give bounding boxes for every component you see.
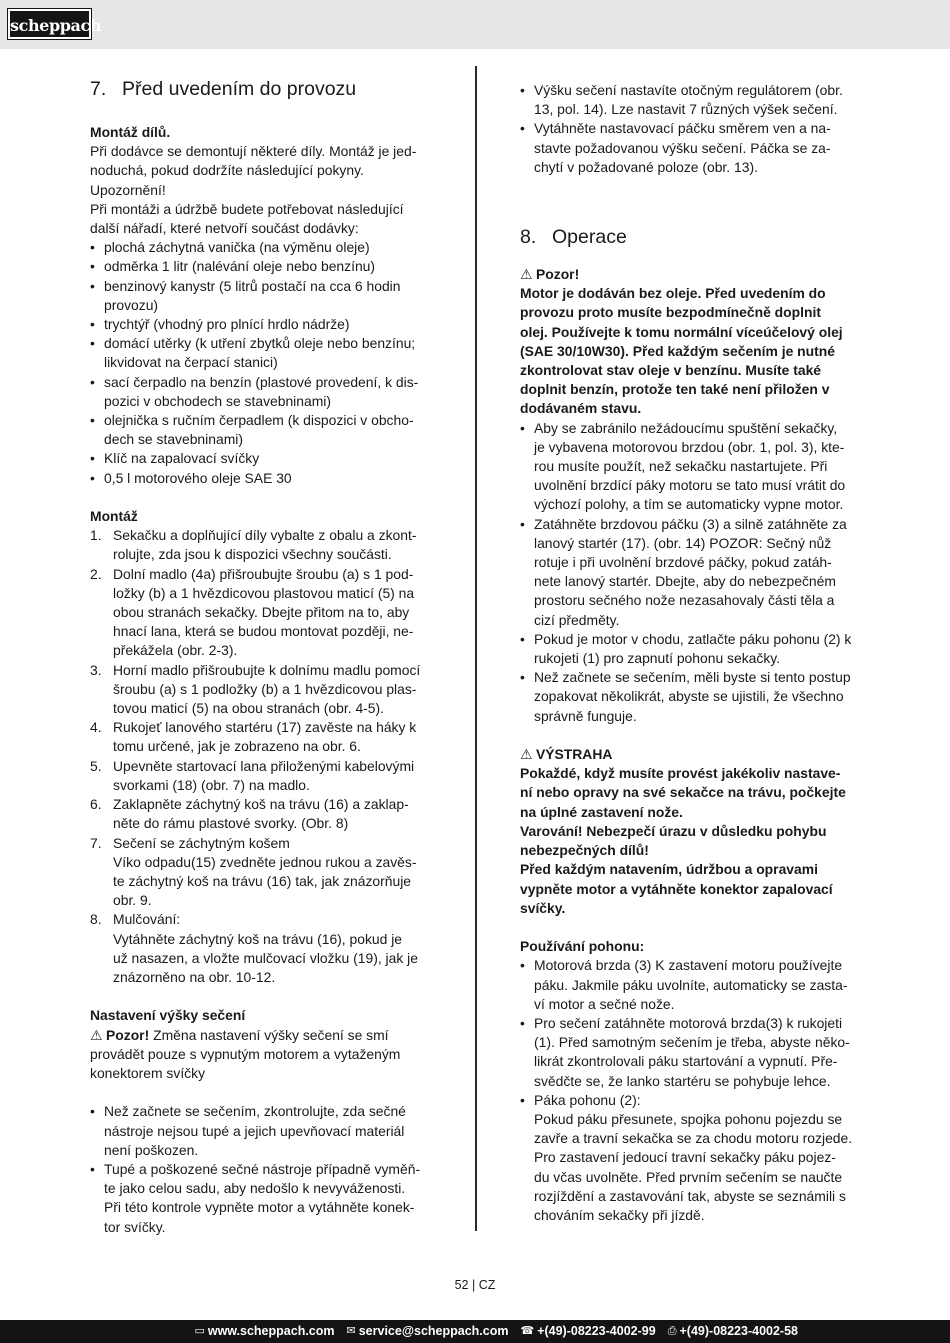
footer-email[interactable]: ✉ service@scheppach.com (347, 1320, 509, 1343)
text-line: Varování! Nebezpečí úrazu v důsledku pohybu (520, 822, 827, 839)
text-line: další nářadí, které netvoří součást dodávky: (90, 220, 359, 237)
text-line: Víko odpadu(15) zvedněte jednou rukou a zavěs- (113, 853, 417, 870)
text-line: likrát zkontrolovali páku startování a vypnutí. Pře- (534, 1053, 838, 1070)
list-item (520, 81, 860, 119)
phone-icon: ☎ (520, 1325, 535, 1337)
drive-bullets (520, 956, 860, 1225)
text-line: už nasazen, a vložte mulčovací vložku (19), jak je (113, 949, 418, 966)
text-line: • olejnička s ručním čerpadlem (k dispozici v obcho- (104, 412, 414, 429)
list-item (520, 1091, 860, 1225)
text-line: • Než začnete se sečením, měli byste si tento postup (534, 669, 851, 686)
text-line: • odměrka 1 litr (nalévání oleje nebo benzínu) (104, 258, 376, 275)
text-line: tomu určené, jak je zobrazeno na obr. 6. (113, 738, 361, 755)
text-line: • Pro sečení zatáhněte motorová brzda(3) k rukojeti (534, 1014, 843, 1031)
list-item (90, 238, 431, 257)
text-line: Při této kontrole vypněte motor a vytáhněte konek- (104, 1199, 415, 1216)
text-line: Při montáži a údržbě budete potřebovat následující (90, 200, 404, 217)
scheppach-logo: scheppach (8, 9, 91, 39)
text-line: Dolní madlo (4a) přišroubujte šroubu (a) s 1 pod- (113, 565, 414, 582)
text-line: Pokud páku přesunete, spojka pohonu pojezdu se (534, 1110, 843, 1127)
pozor-heading: ⚠ Pozor! (520, 265, 860, 284)
footer-web[interactable]: ▭ www.scheppach.com (194, 1320, 334, 1343)
text-line: svědčte se, že lanko startéru se pohybuje lehce. (534, 1072, 831, 1089)
text-line: hnací lana, která se budou montovat později, ne- (113, 623, 414, 640)
list-item (520, 515, 860, 630)
text-line: • Aby se zabránilo nežádoucímu spuštění sekačky, (534, 419, 838, 436)
text-line (90, 1026, 431, 1045)
text-line: rozjíždění a zastavování tak, abyste se seznámili s (534, 1187, 846, 1204)
text-line: Vytáhněte záchytný koš na trávu (16), pokud je (113, 930, 403, 947)
text-line: Horní madlo přišroubujte k dolnímu madlu pomocí (113, 661, 421, 678)
step-number: 7. (90, 834, 102, 851)
list-item (90, 334, 431, 372)
pozor-text (520, 284, 860, 418)
warning-label: Pozor! (106, 1026, 150, 1043)
height-adjust-bullets (520, 81, 860, 177)
section-7-title: 7. Před uvedením do provozu (90, 78, 357, 100)
list-item (520, 119, 860, 177)
text-line: noduchá, pokud dodržíte následující pokyny. (90, 162, 364, 179)
step-number: 6. (90, 796, 102, 813)
text-line: konektorem svíčky (90, 1064, 206, 1081)
footer-phone: ☎ +(49)-08223-4002-99 (520, 1320, 655, 1343)
text-line: znázorněno na obr. 10-12. (113, 968, 276, 985)
page-number: 52 | CZ (454, 1278, 496, 1292)
text-line: šroubu (a) s 1 podložky (b) a 1 hvězdicovou plas- (113, 680, 417, 697)
assembly-step (90, 757, 431, 795)
text-line: dech se stavebninami) (104, 431, 243, 448)
list-item (520, 956, 860, 1014)
text-line: provádět pouze s vypnutým motorem a vytaženým (90, 1045, 401, 1062)
text-line: • Než začnete se sečením, zkontrolujte, zda sečné (104, 1103, 406, 1120)
operation-bullets (520, 419, 860, 726)
montaz-heading: Montáž (90, 508, 138, 525)
text-line: • Motorová brzda (3) K zastavení motoru používejte (534, 957, 843, 974)
text-line: • trychtýř (vhodný pro plnící hrdlo nádrže) (104, 316, 350, 333)
fax-icon: ⎙ (667, 1325, 677, 1337)
text-line: • domácí utěrky (k utření zbytků oleje nebo benzínu; (104, 335, 416, 352)
warning-icon: ⚠ (520, 266, 533, 283)
text-line: • plochá záchytná vanička (na výměnu oleje) (104, 239, 370, 256)
text-line: Rukojeť lanového startéru (17) zavěste na háky k (113, 719, 417, 736)
text-line: Při dodávce se demontují některé díly. Montáž je jed- (90, 143, 417, 160)
text-line: provozu) (104, 296, 159, 313)
text-line: rolujte, zda jsou k dispozici všechny součásti. (113, 546, 392, 563)
step-number: 1. (90, 527, 102, 544)
list-item (90, 277, 431, 315)
text-line: te záchytný koš na trávu (16) tak, jak znázorňuje (113, 872, 412, 889)
text-line: Sečení se záchytným košem (113, 834, 290, 851)
warning-text: Změna nastavení výšky sečení se smí (149, 1026, 389, 1043)
text-line: páku. Jakmile páku uvolníte, automaticky se zasta- (534, 976, 848, 993)
monitor-icon: ▭ (194, 1325, 205, 1337)
pohon-heading: Používání pohonu: (520, 938, 645, 955)
text-line: uvolnění brzdící páky motoru se tato musí vrátit do (534, 477, 846, 494)
text-line: Zaklapněte záchytný koš na trávu (16) a zaklap- (113, 796, 409, 813)
text-line: • sací čerpadlo na benzín (plastové provedení, k dis- (104, 373, 419, 390)
text-line: • Páka pohonu (2): (534, 1091, 641, 1108)
assembly-step (90, 795, 431, 833)
text-line: Upevněte startovací lana přiloženými kabelovými (113, 757, 415, 774)
text-line: svíčky. (520, 899, 566, 916)
text-line: provozu proto musíte bezpodmínečně doplnit (520, 304, 821, 321)
right-column (520, 81, 860, 1225)
text-line: • benzinový kanystr (5 litrů postačí na cca 6 hodin (104, 277, 401, 294)
step-number: 8. (90, 911, 102, 928)
text-line: pozici v obchodech se stavebninami) (104, 392, 332, 409)
warning-icon: ⚠ (520, 746, 533, 763)
step-number: 5. (90, 757, 102, 774)
text-line: cizí předměty. (534, 611, 620, 628)
assembly-step (90, 565, 431, 661)
text-line: dodávaném stavu. (520, 400, 642, 417)
text-line: • Výšku sečení nastavíte otočným regulátorem (obr. (534, 82, 843, 98)
text-line: ložky (b) a 1 hvězdicovou plastovou maticí (5) na (113, 584, 415, 601)
assembly-step (90, 526, 431, 564)
text-line: olej. Používejte k tomu normální víceúčelový olej (520, 323, 843, 340)
vystraha-text (520, 764, 860, 918)
text-line: (SAE 30/10W30). Před každým sečením je nutné (520, 342, 835, 359)
column-divider (475, 66, 477, 1231)
mail-icon: ✉ (346, 1325, 356, 1337)
text-line: prostoru sečného nože nezasahovaly části těla a (534, 592, 835, 609)
footer-fax: ⎙ +(49)-08223-4002-58 (668, 1320, 798, 1343)
text-line: doplnit benzín, protože ten také není přiložen v (520, 381, 830, 398)
text-line: Motor je dodáván bez oleje. Před uvedením do (520, 285, 826, 302)
step-number: 4. (90, 719, 102, 736)
list-item (90, 257, 431, 276)
text-line: Mulčování: (113, 911, 181, 928)
intro-paragraph (90, 142, 431, 238)
list-item (90, 315, 431, 334)
text-line: lanový startér (17). (obr. 14) POZOR: Sečný nůž (534, 534, 832, 551)
text-line: • Vytáhněte nastavovací páčku směrem ven a na- (534, 120, 831, 137)
left-column (90, 76, 431, 1237)
text-line: nástroje nejsou tupé a jejich upevňovací materiál (104, 1122, 405, 1139)
list-item (520, 668, 860, 726)
text-line: Sekačku a doplňující díly vybalte z obalu a zkont- (113, 527, 417, 544)
text-line: zkontrolovat stav oleje v benzínu. Musíte také (520, 362, 822, 379)
text-line: tovou maticí (5) na obou stranách (obr. 4-5). (113, 700, 385, 717)
text-line: stavte požadovanou výšku sečení. Páčka se za- (534, 139, 831, 156)
text-line: te jako celou sadu, aby nedošlo k nevyváženosti. (104, 1180, 406, 1197)
text-line: nete lanový startér. Dbejte, aby do nebezpečném (534, 573, 836, 590)
text-line: něte do rámu plastové svorky. (Obr. 8) (113, 815, 349, 832)
text-line: • Zatáhněte brzdovou páčku (3) a silně zatáhněte za (534, 515, 847, 532)
text-line: Pokaždé, když musíte provést jakékoliv nastave- (520, 765, 841, 782)
text-line: • Klíč na zapalovací svíčky (104, 450, 260, 467)
text-line: chováním sekačky při jízdě. (534, 1206, 705, 1223)
assembly-step (90, 910, 431, 987)
text-line: správně funguje. (534, 707, 637, 724)
text-line: obou stranách sekačky. Dbejte přitom na to, aby (113, 604, 410, 621)
text-line: • Pokud je motor v chodu, zatlačte páku pohonu (2) k (534, 630, 852, 647)
text-line: du včas uvolněte. Před prvním sečením se naučte (534, 1168, 843, 1185)
text-line: chytí v požadované poloze (obr. 13). (534, 158, 758, 175)
assembly-step (90, 718, 431, 756)
list-item (90, 1160, 431, 1237)
list-item (90, 469, 431, 488)
assembly-step (90, 834, 431, 911)
text-line: Upozornění! (90, 181, 166, 198)
list-item (520, 1014, 860, 1091)
montaz-dilu-heading: Montáž dílů. (90, 124, 171, 140)
list-item (520, 630, 860, 668)
text-line: nebezpečných dílů! (520, 842, 649, 859)
text-line: zopakovat několikrát, abyste se ujistili, že všechno (534, 688, 844, 705)
assembly-step (90, 661, 431, 719)
height-warning (90, 1026, 431, 1084)
text-line: výchozí polohy, a tím se automaticky vypne motor. (534, 496, 844, 513)
list-item (90, 373, 431, 411)
text-line: ví motor a sečné nože. (534, 995, 675, 1012)
text-line: ní nebo opravy na své sekačce na trávu, počkejte (520, 784, 846, 801)
text-line: vypněte motor a vytáhněte konektor zapalovací (520, 880, 833, 897)
warning-icon: ⚠ (90, 1026, 103, 1043)
vystraha-heading: ⚠ VÝSTRAHA (520, 745, 860, 764)
tools-list (90, 238, 431, 488)
step-number: 3. (90, 661, 102, 678)
list-item (90, 411, 431, 449)
assembly-steps (90, 526, 431, 987)
text-line: na úplné zastavení nože. (520, 803, 683, 820)
text-line: likvidovat na čerpací stanici) (104, 354, 278, 371)
text-line: • Tupé a poškozené sečné nástroje případně vyměň- (104, 1160, 421, 1177)
text-line: rotuje i při uvolnění brzdové páčky, pokud zatáh- (534, 554, 832, 571)
text-line: Pro zastavení jedoucí travní sekačky páku pojez- (534, 1149, 836, 1166)
section-8-title: 8. Operace (520, 226, 627, 249)
step-number: 2. (90, 565, 102, 582)
text-line: překážela (obr. 2-3). (113, 642, 238, 659)
list-item (90, 1102, 431, 1160)
text-line: není poškozen. (104, 1141, 199, 1158)
header-bar (0, 0, 950, 49)
height-heading: Nastavení výšky sečení (90, 1007, 246, 1024)
text-line: 13, pol. 14). Lze nastavit 7 různých výšek sečení. (534, 101, 838, 118)
list-item (520, 419, 860, 515)
text-line: rou musíte použít, než sekačku nastartujete. Při (534, 458, 828, 475)
footer-bar (0, 1320, 950, 1343)
text-line: zavře a travní sekačka se za chodu motoru rozjede. (534, 1130, 853, 1147)
text-line: Před každým natavením, údržbou a opravami (520, 861, 818, 878)
text-line: je vybavena motorovou brzdou (obr. 1, pol. 3), kte- (534, 438, 845, 455)
text-line: rukojeti (1) pro zapnutí pohonu sekačky. (534, 650, 781, 667)
text-line: tor svíčky. (104, 1218, 166, 1235)
text-line: svorkami (18) (obr. 7) na madlo. (113, 776, 310, 793)
list-item (90, 449, 431, 468)
text-line: obr. 9. (113, 892, 152, 909)
text-line: • 0,5 l motorového oleje SAE 30 (104, 469, 292, 486)
height-bullets (90, 1102, 431, 1236)
text-line: (1). Před samotným sečením je třeba, abyste něko- (534, 1034, 850, 1051)
